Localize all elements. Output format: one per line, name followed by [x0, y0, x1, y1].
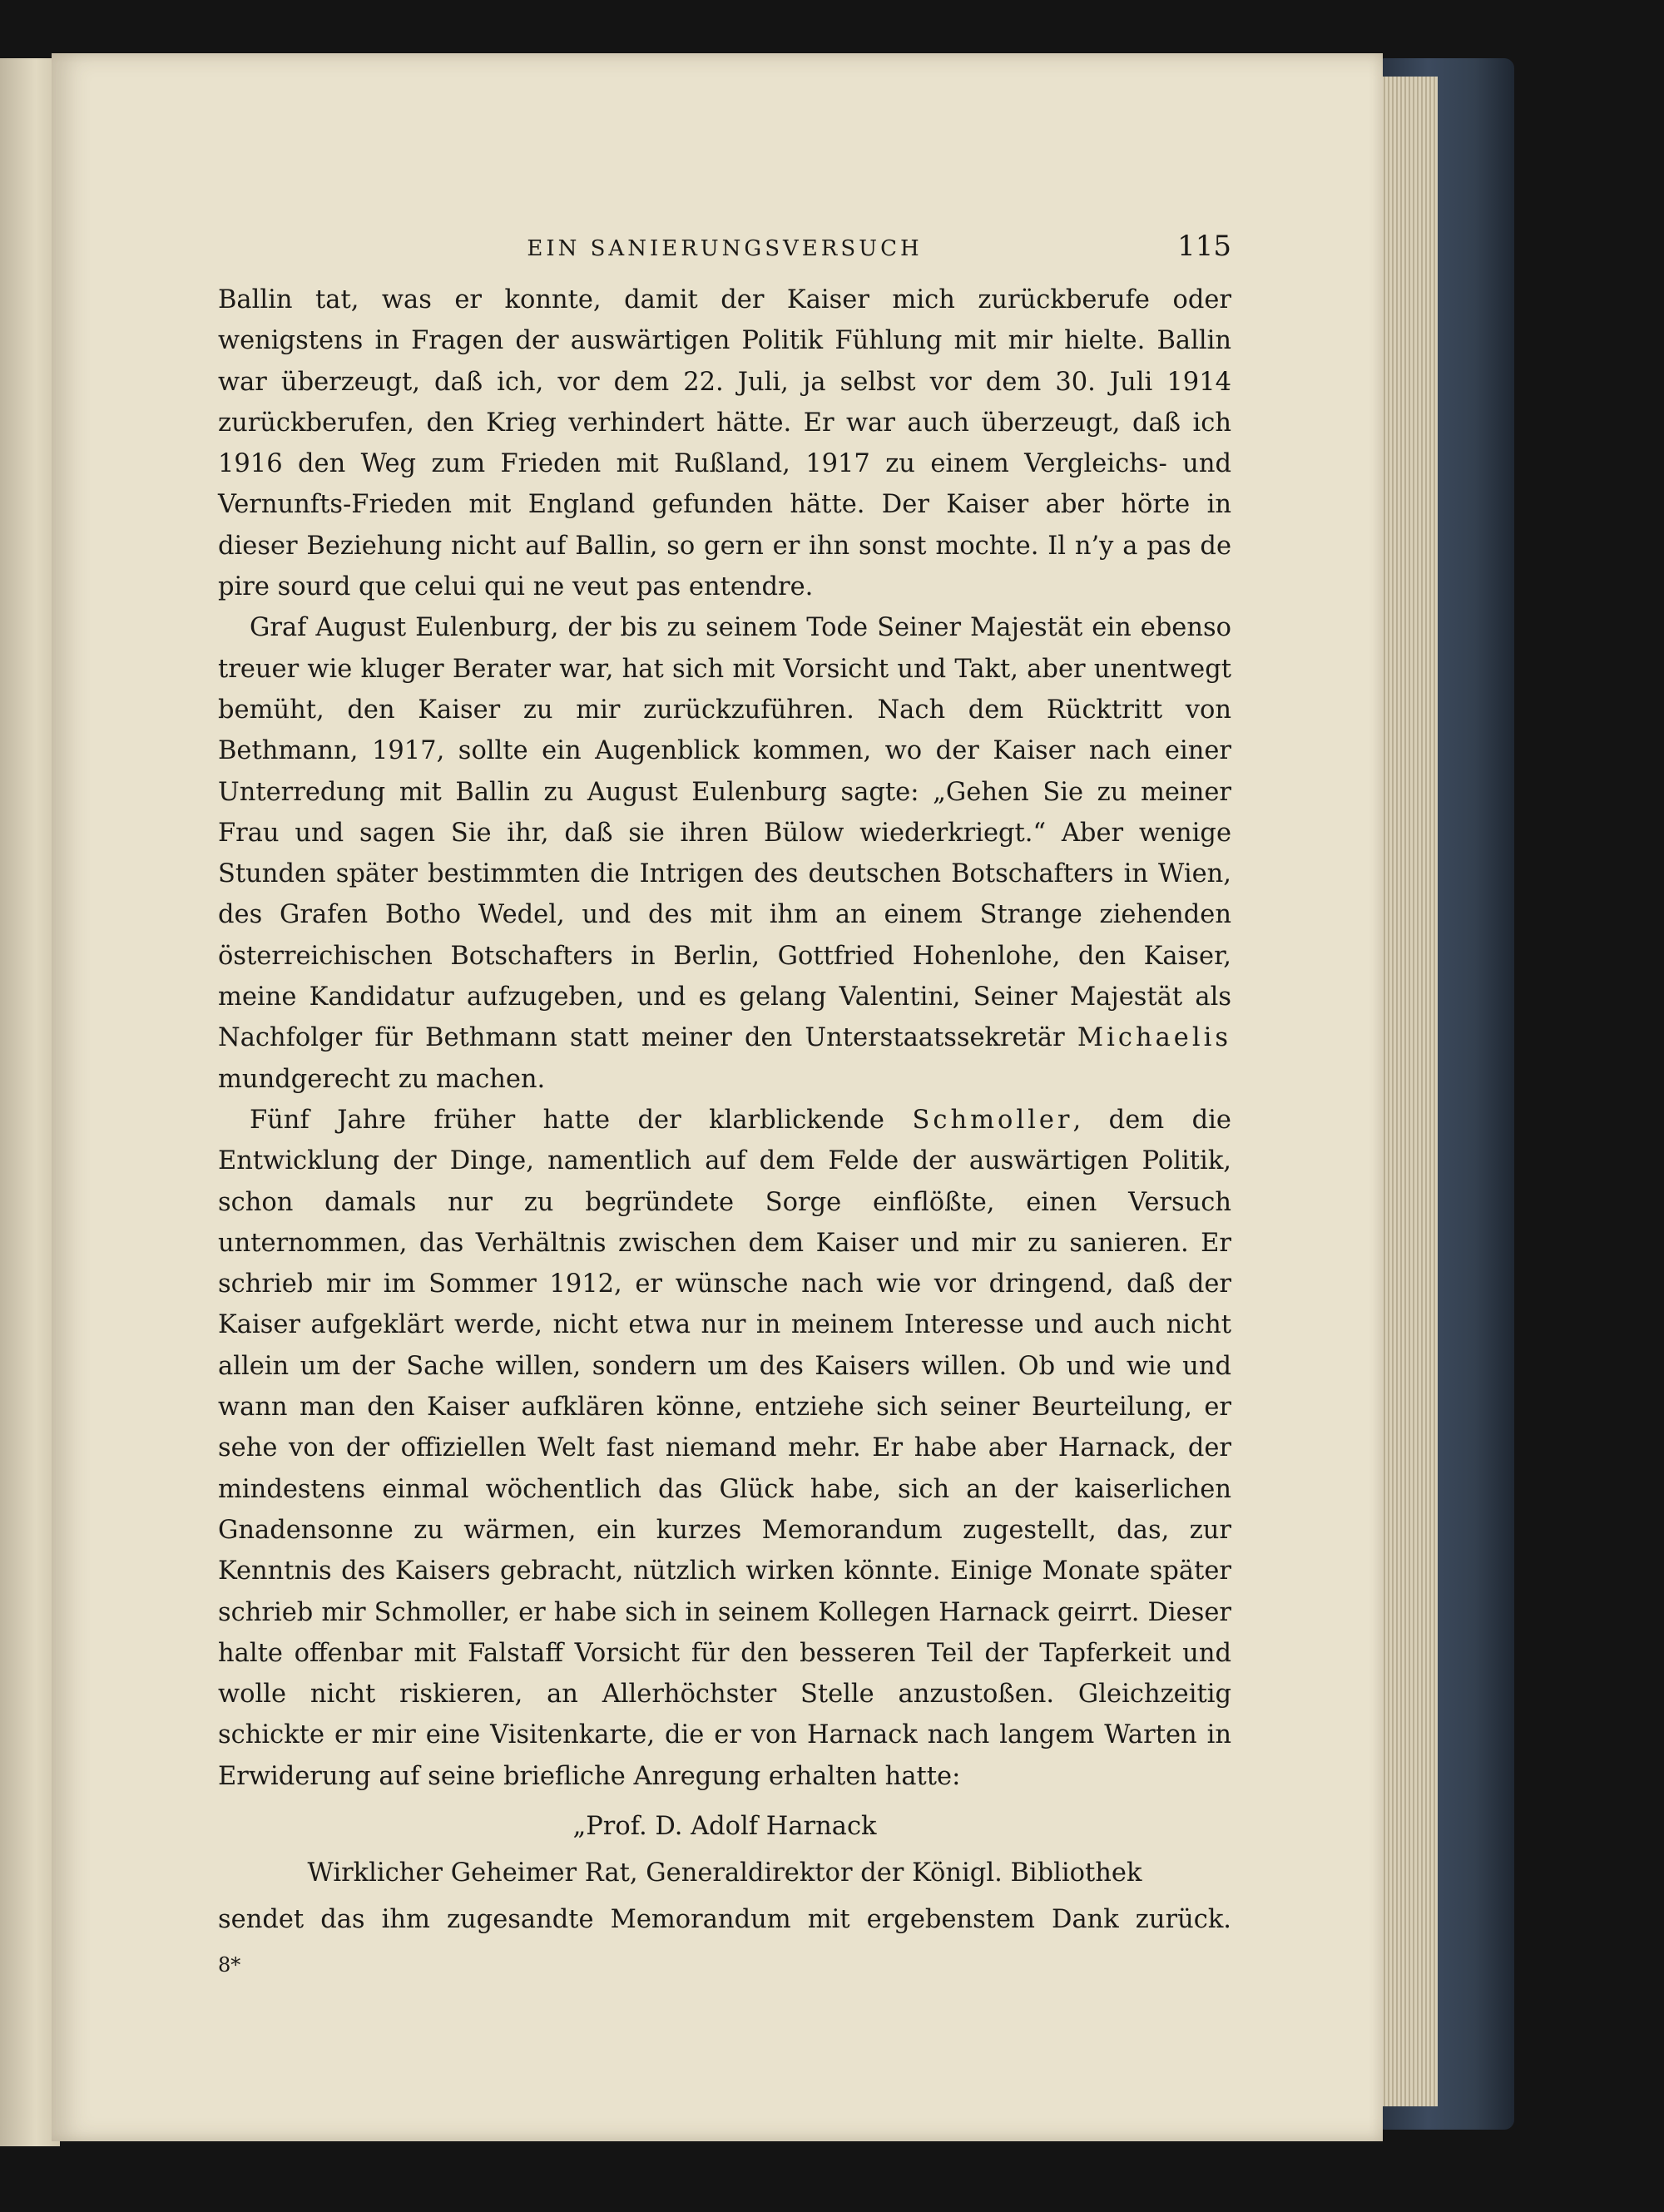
paragraph-2-text: Graf August Eulenburg, der bis zu seinem Tode Seiner Majestät ein ebenso treuer wie kluger Berater war, hat sich mit Vorsicht und Takt, aber unentwegt bemüht, den Kaiser zu mir zurückzuführen. Nach dem Rücktritt von Bethmann, 1917, sollte ein Augenblick kommen, wo der Kaiser nach einer Unterredung mit Ballin zu August Eulenburg sagte: „Gehen Sie zu meiner Frau und sagen Sie ihr, daß sie ihren Bülow wiederkriegt.“ Aber wenige Stunden später bestimmten die Intrigen des deutschen Botschafters in Wien, des Grafen Botho Wedel, und des mit ihm an einem Strange ziehenden österreichischen Botschafters in Berlin, Gottfried Hohenlohe, den Kaiser, meine Kandidatur aufzugeben, und es gelang Valentini, Seiner Majestät als Nachfolger für Bethmann statt meiner den Unterstaatssekretär	[218, 613, 1231, 1053]
paragraph-2	[218, 607, 1231, 1100]
name-michaelis: Michaelis	[1077, 1023, 1231, 1053]
paragraph-3	[218, 1100, 1231, 1797]
running-head	[218, 230, 1231, 280]
paragraph-2-end: mundgerecht zu machen.	[218, 1064, 546, 1094]
signature-mark: 8*	[218, 1952, 241, 1977]
text-block	[218, 230, 1231, 1982]
page-number: 115	[1177, 230, 1231, 263]
card-line-message: sendet das ihm zugesandte Memorandum mit ergebenstem Dank zurück.	[218, 1904, 1231, 1934]
visiting-card-quote	[218, 1804, 1231, 1943]
running-head-title: EIN SANIERUNGSVERSUCH	[527, 236, 923, 261]
book-page	[52, 53, 1383, 2141]
paragraph-1: Ballin tat, was er konnte, damit der Kaiser mich zurückberufe oder wenigstens in Fragen der auswärtigen Politik Fühlung mit mir hielte. Ballin war überzeugt, daß ich, vor dem 22. Juli, ja selbst vor dem 30. Juli 1914 zurückberufen, den Krieg verhindert hätte. Er war auch überzeugt, daß ich 1916 den Weg zum Frieden mit Rußland, 1917 zu einem Vergleichs- und Vernunfts-Frieden mit England gefunden hätte. Der Kaiser aber hörte in dieser Beziehung nicht auf Ballin, so gern er ihn sonst mochte. Il n’y a pas de pire sourd que celui qui ne veut pas entendre.	[218, 285, 1231, 602]
name-schmoller: Schmoller	[912, 1105, 1073, 1135]
paragraph-3-start: Fünf Jahre früher hatte der klarblickende	[250, 1105, 913, 1135]
card-line-name: „Prof. D. Adolf Harnack	[572, 1811, 877, 1841]
card-line-title: Wirklicher Geheimer Rat, Generaldirektor der Königl. Bibliothek	[307, 1858, 1142, 1888]
paragraph-3-rest: , dem die Entwicklung der Dinge, namentlich auf dem Felde der auswärtigen Politik, schon damals nur zu begründete Sorge einflößte, einen Versuch unternommen, das Verhältnis zwischen dem Kaiser und mir zu sanieren. Er schrieb mir im Sommer 1912, er wünsche nach wie vor dringend, daß der Kaiser aufgeklärt werde, nicht etwa nur in meinem Interesse und auch nicht allein um der Sache willen, sondern um des Kaisers willen. Ob und wie und wann man den Kaiser aufklären könne, entziehe sich seiner Beurteilung, er sehe von der offiziellen Welt fast niemand mehr. Er habe aber Harnack, der mindestens einmal wöchentlich das Glück habe, sich an der kaiserlichen Gnadensonne zu wärmen, ein kurzes Memorandum zugestellt, das, zur Kenntnis des Kaisers gebracht, nützlich wirken könnte. Einige Monate später schrieb mir Schmoller, er habe sich in seinem Kollegen Harnack geirrt. Dieser halte offenbar mit Falstaff Vorsicht für den besseren Teil der Tapferkeit und wolle nicht riskieren, an Allerhöchster Stelle anzustoßen. Gleichzeitig schickte er mir eine Visitenkarte, die er von Harnack nach langem Warten in Erwiderung auf seine briefliche Anregung erhalten hatte:	[218, 1105, 1231, 1791]
